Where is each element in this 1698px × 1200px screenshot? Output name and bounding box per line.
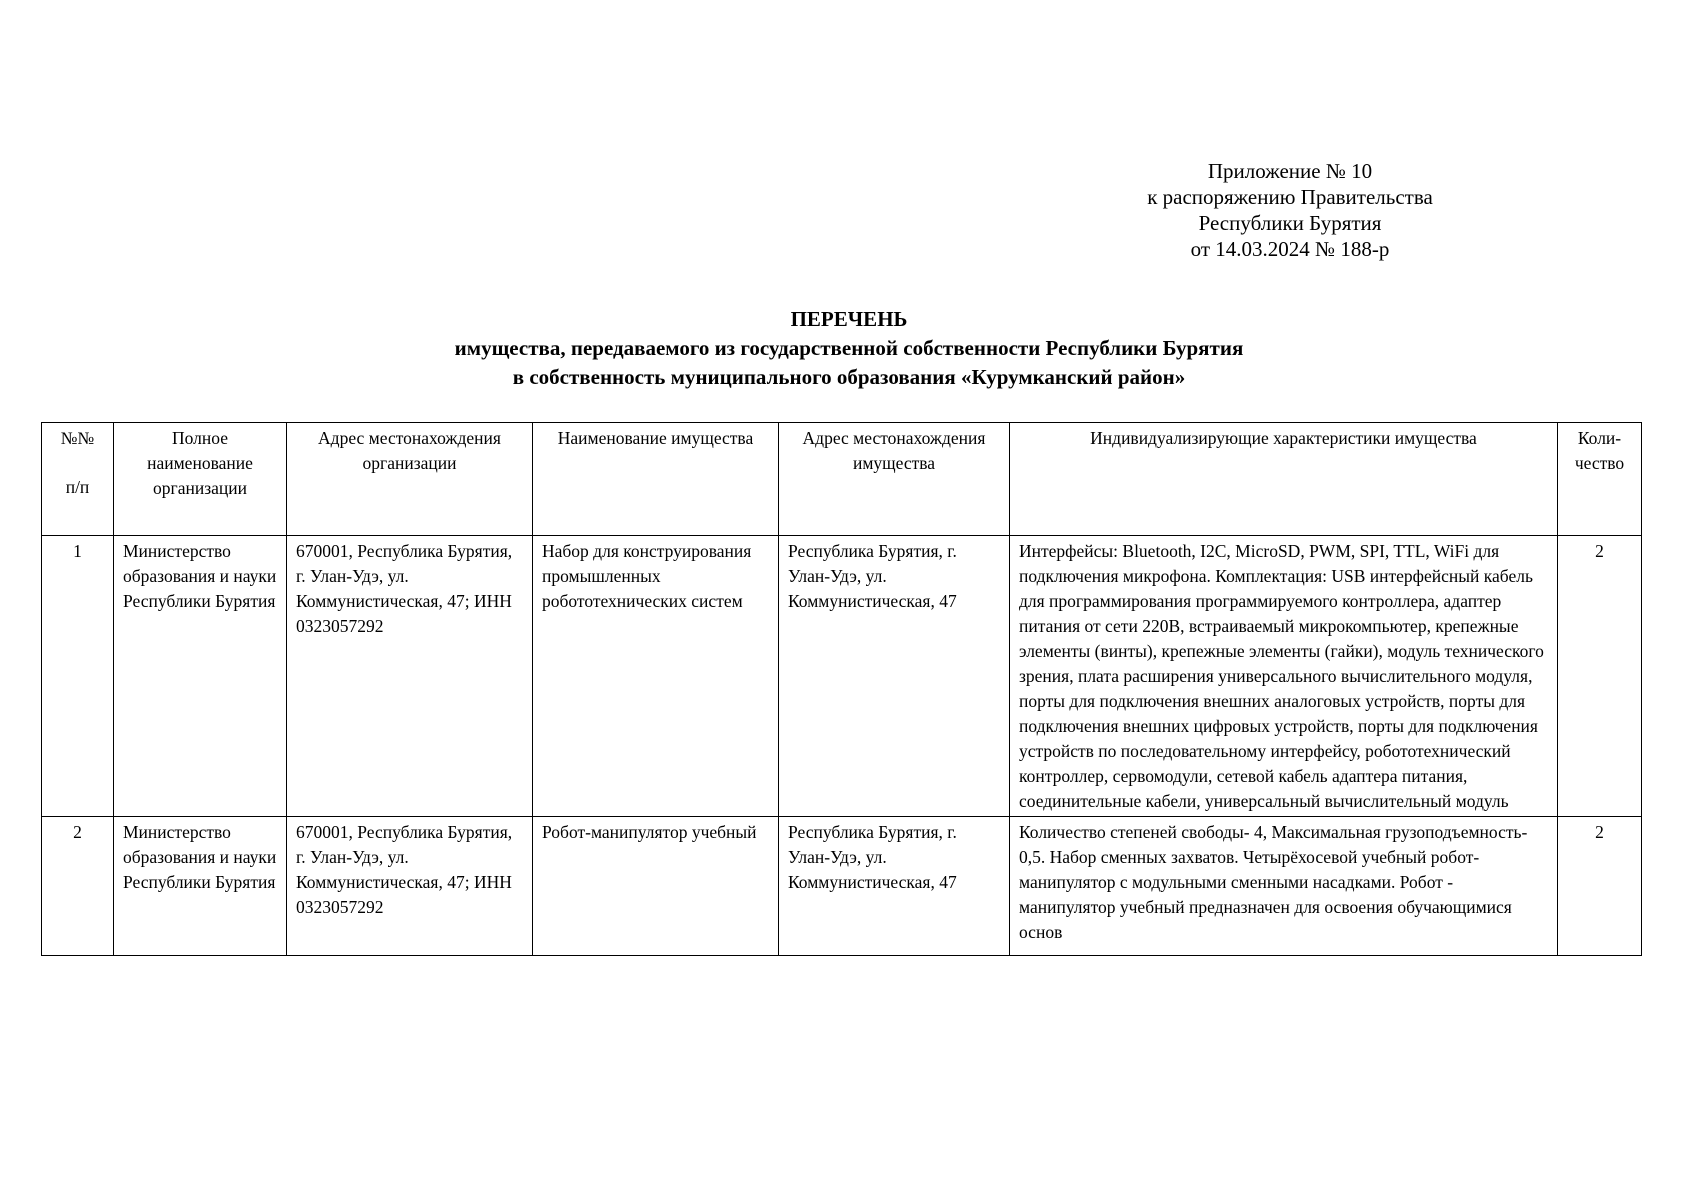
row-characteristics: Количество степеней свободы- 4, Максимальная грузоподъемность- 0,5. Набор сменных захватов. Четырёхосевой учебный робот-манипулятор с модульными сменными насадками. Робот - манипулятор учебный предназначен для освоения обучающимися основ xyxy=(1010,817,1558,956)
row-property-address: Республика Бурятия, г. Улан-Удэ, ул. Коммунистическая, 47 xyxy=(779,817,1010,956)
property-table xyxy=(41,422,1642,956)
row-quantity: 2 xyxy=(1558,536,1642,817)
header-quantity: Коли-чество xyxy=(1558,423,1642,536)
table-row xyxy=(42,536,1642,817)
row-org-name: Министерство образования и науки Республики Бурятия xyxy=(114,817,287,956)
title-line-1: имущества, передаваемого из государственной собственности Республики Бурятия xyxy=(454,336,1244,360)
row-characteristics: Интерфейсы: Bluetooth, I2C, MicroSD, PWM, SPI, TTL, WiFi для подключения микрофона. Комплектация: USB интерфейсный кабель для программирования программируемого контроллера, адаптер питания от сети 220В, встраиваемый микрокомпьютер, крепежные элементы (винты), крепежные элементы (гайки), модуль технического зрения, плата расширения универсального вычислительного модуля, порты для подключения внешних аналоговых устройств, порты для подключения внешних цифровых устройств, порты для подключения устройств по последовательному интерфейсу, робототехнический контроллер, сервомодули, сетевой кабель адаптера питания, соединительные кабели, универсальный вычислительный модуль xyxy=(1010,536,1558,817)
row-property-address: Республика Бурятия, г. Улан-Удэ, ул. Коммунистическая, 47 xyxy=(779,536,1010,817)
row-org-address: 670001, Республика Бурятия, г. Улан-Удэ, ул. Коммунистическая, 47; ИНН 0323057292 xyxy=(287,817,533,956)
row-property-name: Робот-манипулятор учебный xyxy=(533,817,779,956)
row-quantity: 2 xyxy=(1558,817,1642,956)
title-heading: ПЕРЕЧЕНЬ xyxy=(790,307,908,331)
header-org-address: Адрес местонахождения организации xyxy=(287,423,533,536)
appendix-reference xyxy=(1090,158,1490,262)
table-header-row xyxy=(42,423,1642,536)
header-org-name: Полное наименование организации xyxy=(114,423,287,536)
header-number-bottom: п/п xyxy=(65,477,90,497)
table-row xyxy=(42,817,1642,956)
appendix-date-line: от 14.03.2024 № 188-р xyxy=(1190,237,1390,261)
header-number xyxy=(42,423,114,536)
header-property-name: Наименование имущества xyxy=(533,423,779,536)
header-number-top: №№ xyxy=(60,428,95,448)
appendix-order-line: к распоряжению Правительства xyxy=(1147,185,1433,209)
row-number: 2 xyxy=(42,817,114,956)
title-line-2: в собственность муниципального образования «Курумканский район» xyxy=(512,365,1186,389)
row-org-address: 670001, Республика Бурятия, г. Улан-Удэ, ул. Коммунистическая, 47; ИНН 0323057292 xyxy=(287,536,533,817)
row-org-name: Министерство образования и науки Республики Бурятия xyxy=(114,536,287,817)
appendix-region-line: Республики Бурятия xyxy=(1198,211,1382,235)
document-title xyxy=(0,305,1698,392)
header-property-address: Адрес местонахождения имущества xyxy=(779,423,1010,536)
appendix-number: Приложение № 10 xyxy=(1207,159,1373,183)
row-property-name: Набор для конструирования промышленных робототехнических систем xyxy=(533,536,779,817)
row-number: 1 xyxy=(42,536,114,817)
header-characteristics: Индивидуализирующие характеристики имущества xyxy=(1010,423,1558,536)
